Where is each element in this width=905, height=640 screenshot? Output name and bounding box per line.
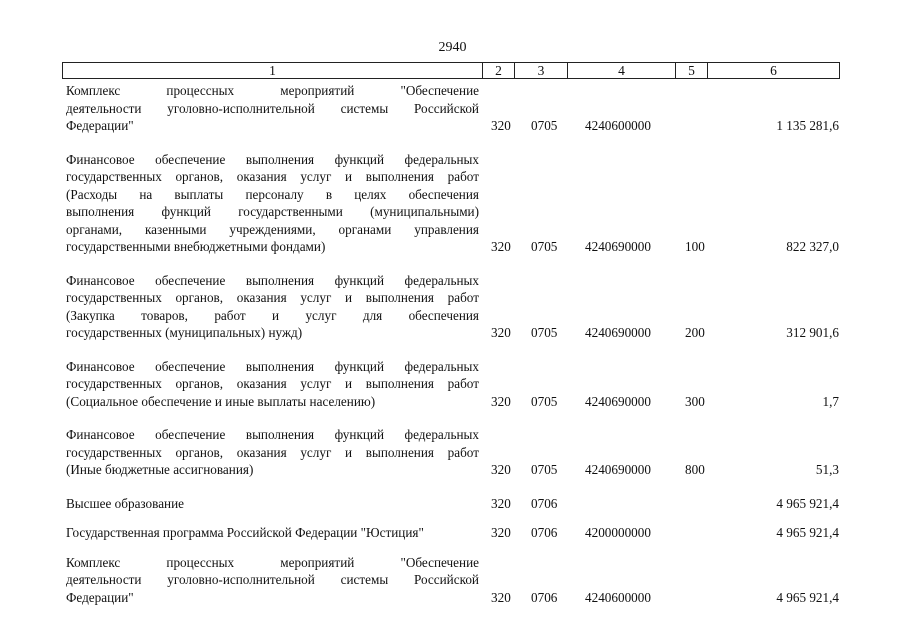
cell-c6: 4 965 921,4: [776, 525, 839, 540]
row-name: [66, 82, 479, 135]
cell-c3: 0705: [531, 239, 558, 254]
row-name-line: государственных органов, оказания услуг и выполнения работ: [66, 444, 479, 460]
cell-c5: 800: [685, 462, 705, 477]
cell-c6: 51,3: [815, 462, 839, 477]
cell-c3: 0705: [531, 118, 558, 133]
table-row: [66, 358, 842, 411]
row-name: [66, 151, 479, 256]
row-name: [66, 495, 479, 513]
cell-c3: 0706: [531, 589, 558, 605]
row-name-line: Высшее образование: [66, 495, 185, 511]
cell-c3: 0705: [531, 462, 558, 477]
page-number: 2940: [438, 40, 467, 55]
row-name-line: государственными внебюджетными фондами): [66, 239, 326, 254]
cell-c4: 4200000000: [585, 525, 651, 540]
row-name-line: Комплекс процессных мероприятий "Обеспечение: [66, 83, 479, 98]
cell-c4: 4240690000: [585, 393, 651, 409]
cell-c4: 4240600000: [585, 589, 651, 605]
row-name-line: государственных органов, оказания услуг и выполнения работ: [66, 169, 479, 184]
cell-c2: 320: [491, 325, 511, 340]
row-name-line: (Иные бюджетные ассигнования): [66, 462, 254, 477]
cell-c3: 0705: [531, 393, 558, 409]
row-name-line: выполнения функций государственными (муниципальными): [66, 204, 479, 219]
cell-c4: 4240690000: [585, 239, 651, 254]
cell-c4: 4240690000: [585, 462, 651, 477]
table-row: [66, 554, 842, 607]
row-name-line: Финансовое обеспечение выполнения функций федеральных: [66, 151, 479, 167]
row-name-line: Государственная программа Российской Федерации "Юстиция": [66, 525, 424, 540]
cell-c2: 320: [491, 393, 511, 409]
cell-c3: 0706: [531, 525, 558, 540]
table-row: [66, 151, 842, 256]
row-name-line: деятельности уголовно-исполнительной системы Российской: [66, 100, 479, 116]
row-name-line: (Закупка товаров, работ и услуг для обеспечения: [66, 307, 479, 323]
row-name-line: органами, казенными учреждениями, органами управления: [66, 221, 479, 237]
column-header-6: 6: [770, 63, 777, 78]
cell-c6: 312 901,6: [786, 325, 839, 340]
row-name-line: (Социальное обеспечение и иные выплаты населению): [66, 393, 376, 409]
cell-c6: 822 327,0: [786, 239, 839, 254]
row-name-line: Финансовое обеспечение выполнения функций федеральных: [66, 427, 479, 442]
cell-c6: 1,7: [822, 393, 839, 409]
row-name-line: Финансовое обеспечение выполнения функций федеральных: [66, 272, 479, 288]
cell-c5: 300: [685, 393, 705, 409]
row-name: [66, 358, 479, 411]
row-name-line: государственных органов, оказания услуг и выполнения работ: [66, 290, 479, 305]
cell-c6: 4 965 921,4: [776, 589, 839, 605]
column-header-3: 3: [515, 63, 568, 78]
row-name-line: государственных (муниципальных) нужд): [66, 325, 303, 340]
cell-c2: 320: [491, 525, 511, 540]
row-name: [66, 524, 479, 542]
row-name-line: деятельности уголовно-исполнительной системы Российской: [66, 572, 479, 587]
row-name-line: государственных органов, оказания услуг и выполнения работ: [66, 376, 479, 391]
cell-c3: 0705: [531, 325, 558, 340]
column-header-4: 4: [568, 63, 676, 78]
cell-c2: 320: [491, 495, 511, 511]
table-row: [66, 82, 842, 135]
cell-c5: 200: [685, 325, 705, 340]
column-header-2: 2: [483, 63, 515, 78]
cell-c2: 320: [491, 239, 511, 254]
cell-c4: 4240690000: [585, 325, 651, 340]
cell-c6: 4 965 921,4: [776, 495, 839, 511]
cell-c5: 100: [685, 239, 705, 254]
row-name: [66, 272, 479, 342]
column-header-5: 5: [676, 63, 708, 78]
cell-c2: 320: [491, 118, 511, 133]
row-name-line: Финансовое обеспечение выполнения функций федеральных: [66, 358, 479, 374]
row-name-line: Федерации": [66, 589, 134, 605]
row-name: [66, 426, 479, 479]
row-name-line: (Расходы на выплаты персоналу в целях обеспечения: [66, 186, 479, 202]
cell-c4: 4240600000: [585, 118, 651, 133]
table-row: [66, 495, 842, 513]
table-row: [66, 426, 842, 479]
table-row: [66, 272, 842, 342]
table-row: [66, 524, 842, 542]
cell-c3: 0706: [531, 495, 558, 511]
table-body: [66, 82, 842, 622]
row-name-line: Федерации": [66, 118, 134, 133]
row-name-line: Комплекс процессных мероприятий "Обеспечение: [66, 554, 479, 570]
cell-c2: 320: [491, 462, 511, 477]
table-header: [62, 62, 840, 79]
cell-c6: 1 135 281,6: [776, 118, 839, 133]
cell-c2: 320: [491, 589, 511, 605]
row-name: [66, 554, 479, 607]
column-header-1: 1: [63, 63, 483, 78]
